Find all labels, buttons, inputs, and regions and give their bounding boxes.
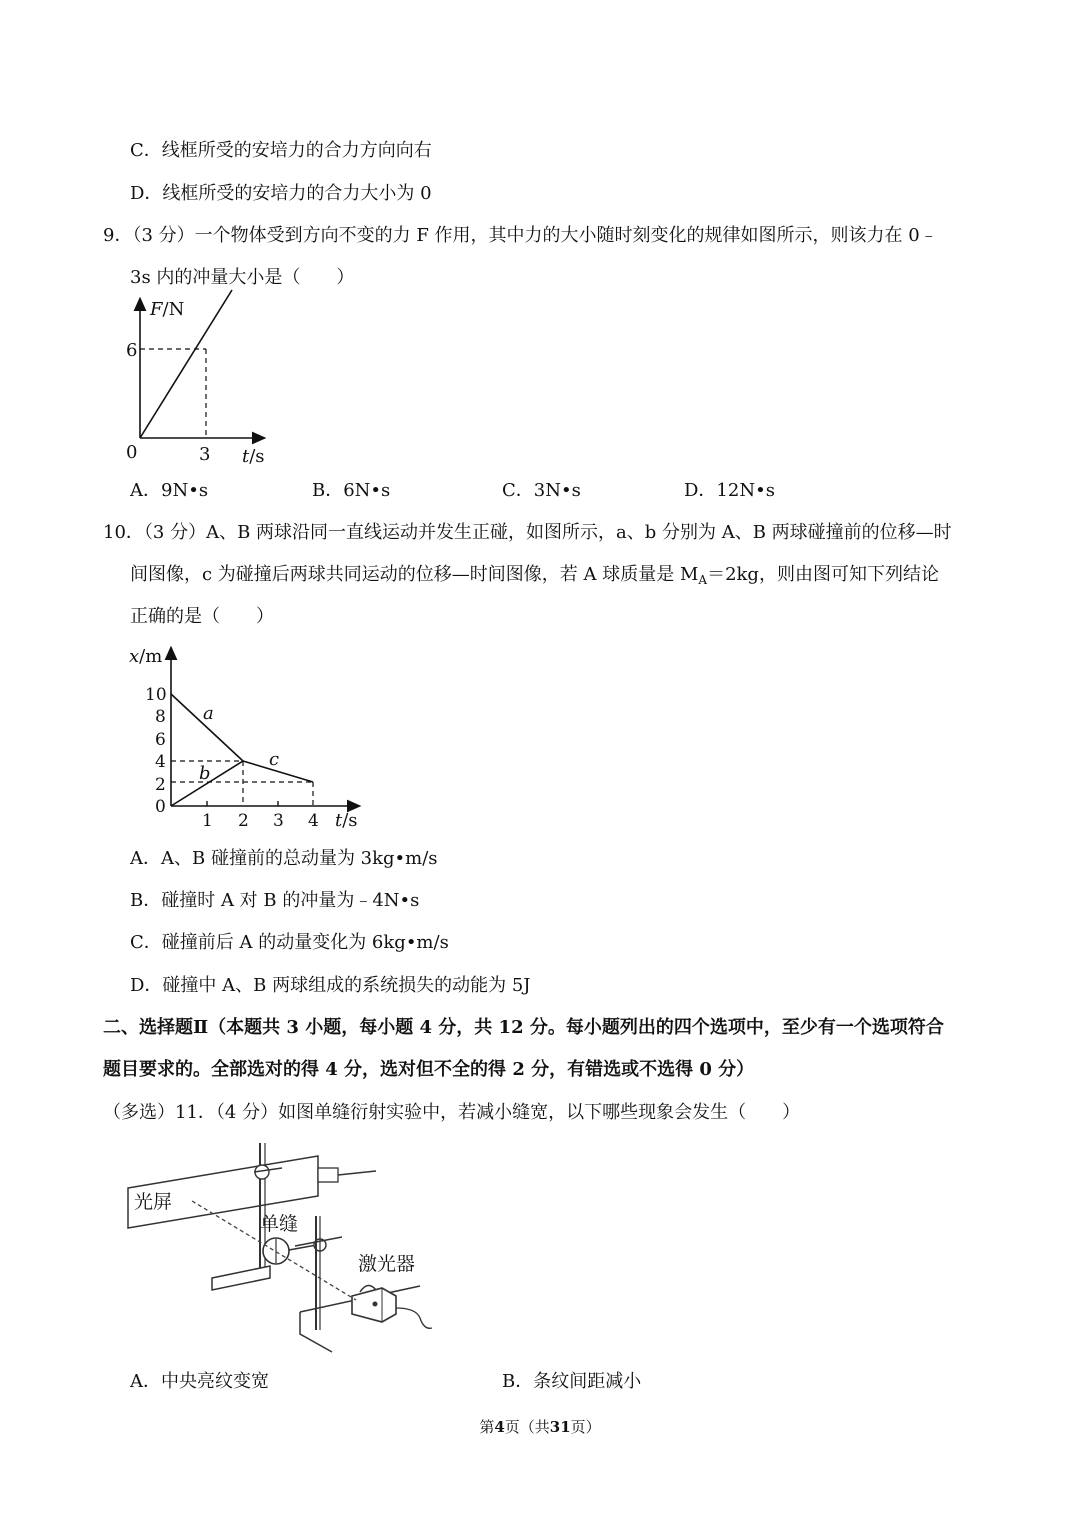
- q9-origin: 0: [126, 442, 138, 463]
- q10-stem-line3: 正确的是（ ）: [130, 606, 274, 627]
- q10-y-tick-10: 10: [145, 685, 167, 705]
- q9-option-d: D．12N•s: [684, 480, 775, 501]
- q10-x-tick-4: 4: [308, 811, 319, 831]
- q10-x-label: t/s: [335, 810, 358, 831]
- q10-y-tick-6: 6: [155, 730, 166, 750]
- q10-x-tick-2: 2: [238, 811, 249, 831]
- q8-option-c: C．线框所受的安培力的合力方向向右: [130, 140, 432, 161]
- q10-stem-line2-part1: 间图像，c 为碰撞后两球共同运动的位移—时间图像，若 A 球质量是 M: [130, 564, 699, 585]
- q11-option-b: B．条纹间距减小: [502, 1371, 642, 1392]
- q9-x-label: t/s: [242, 446, 265, 467]
- q8-option-d: D．线框所受的安培力的合力大小为 0: [130, 183, 432, 204]
- q10-stem-line2-part2: ＝2kg，则由图可知下列结论: [707, 564, 939, 585]
- footer-prefix: 第: [479, 1418, 495, 1436]
- q10-stem-line1: 10．（3 分）A、B 两球沿同一直线运动并发生正碰，如图所示，a、b 分别为 A、B 两球碰撞前的位移—时: [103, 522, 952, 543]
- q10-x-tick-3: 3: [273, 811, 284, 831]
- q9-y-label: F/N: [150, 299, 185, 320]
- q10-label-c: c: [269, 749, 280, 770]
- q10-y-tick-2: 2: [155, 775, 166, 795]
- q9-force-time-graph: [120, 295, 290, 470]
- footer-page-number: 4: [494, 1418, 505, 1436]
- q11-label-screen: 光屏: [134, 1191, 173, 1213]
- q10-option-a: A．A、B 碰撞前的总动量为 3kg•m/s: [130, 848, 438, 869]
- q10-label-b: b: [199, 763, 211, 784]
- q9-option-b: B．6N•s: [312, 480, 391, 501]
- page-footer: [0, 1416, 1080, 1437]
- q11-option-a: A．中央亮纹变宽: [130, 1371, 269, 1392]
- footer-total-pages: 31: [549, 1418, 571, 1436]
- q10-y-label: x/m: [129, 646, 163, 667]
- q11-single-slit-apparatus-figure: [120, 1138, 450, 1353]
- q10-label-a: a: [203, 703, 214, 724]
- q10-option-d: D．碰撞中 A、B 两球组成的系统损失的动能为 5J: [130, 975, 531, 996]
- q9-stem-line2: 3s 内的冲量大小是（ ）: [130, 267, 355, 288]
- q9-x-tick-3: 3: [199, 444, 211, 465]
- q9-stem-line1: 9．（3 分）一个物体受到方向不变的力 F 作用，其中力的大小随时刻变化的规律如图所示，则该力在 0﹣: [103, 225, 938, 246]
- footer-suffix: 页）: [570, 1418, 601, 1436]
- section2-heading-line2: 题目要求的。全部选对的得 4 分，选对但不全的得 2 分，有错选或不选得 0 分）: [103, 1059, 755, 1080]
- q11-screen-clamp: [318, 1168, 338, 1182]
- q11-stem: （多选）11．（4 分）如图单缝衍射实验中，若减小缝宽，以下哪些现象会发生（ ）: [103, 1102, 801, 1123]
- q9-option-a: A．9N•s: [130, 480, 209, 501]
- section2-heading-line1: 二、选择题Ⅱ（本题共 3 小题，每小题 4 分，共 12 分。每小题列出的四个选项中，至少有一个选项符合: [103, 1017, 944, 1038]
- q9-y-tick-6: 6: [126, 340, 138, 361]
- q10-y-tick-4: 4: [155, 752, 166, 772]
- q10-y-tick-8: 8: [155, 707, 166, 727]
- q11-label-laser: 激光器: [358, 1253, 416, 1275]
- q11-left-stand-base: [212, 1266, 270, 1290]
- q10-stem-line2: [130, 563, 939, 592]
- q10-y-tick-0: 0: [155, 797, 166, 817]
- q10-displacement-time-graph: [125, 640, 375, 835]
- q10-x-tick-1: 1: [202, 811, 213, 831]
- q10-option-b: B．碰撞时 A 对 B 的冲量为﹣4N•s: [130, 890, 420, 911]
- q10-option-c: C．碰撞前后 A 的动量变化为 6kg•m/s: [130, 932, 449, 953]
- q9-option-c: C．3N•s: [502, 480, 581, 501]
- footer-mid: 页（共: [504, 1418, 550, 1436]
- q10-mass-subscript: A: [698, 573, 708, 587]
- q11-label-slit: 单缝: [260, 1213, 299, 1235]
